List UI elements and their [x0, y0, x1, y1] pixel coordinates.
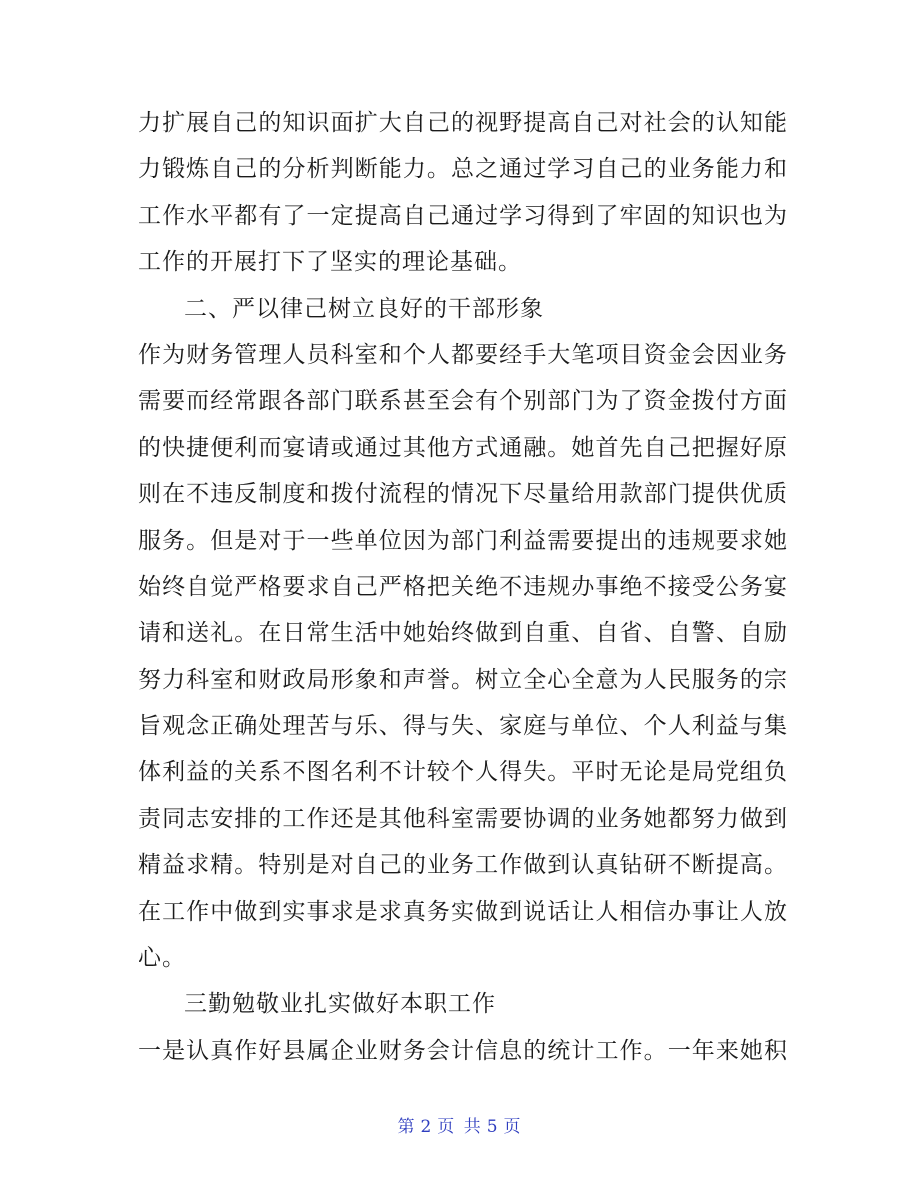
section-heading: 二、严以律己树立良好的干部形象: [184, 295, 544, 322]
text-line: 力锻炼自己的分析判断能力。总之通过学习自己的业务能力和: [138, 156, 788, 183]
text-line: 作为财务管理人员科室和个人都要经手大笔项目资金会因业务: [138, 341, 788, 368]
footer-page-number: 2: [420, 1117, 434, 1137]
text-line: 请和送礼。在日常生活中她始终做到自重、自省、自警、自励: [138, 620, 788, 647]
section-heading: 三勤勉敬业扎实做好本职工作: [184, 991, 496, 1018]
text-line: 力扩展自己的知识面扩大自己的视野提高自己对社会的认知能: [138, 110, 788, 136]
text-line: 体利益的关系不图名利不计较个人得失。平时无论是局党组负: [138, 759, 788, 786]
text-line: 旨观念正确处理苦与乐、得与失、家庭与单位、个人利益与集: [138, 713, 788, 740]
text-line: 则在不违反制度和拨付流程的情况下尽量给用款部门提供优质: [138, 481, 788, 508]
text-line: 始终自觉严格要求自己严格把关绝不违规办事绝不接受公务宴: [138, 573, 788, 600]
text-line: 需要而经常跟各部门联系甚至会有个别部门为了资金拨付方面: [138, 388, 788, 415]
text-line: 责同志安排的工作还是其他科室需要协调的业务她都努力做到: [138, 805, 788, 832]
footer-total-pages: 5: [486, 1117, 500, 1137]
footer-prefix: 第: [397, 1117, 417, 1137]
text-line: 精益求精。特别是对自己的业务工作做到认真钻研不断提高。: [138, 852, 788, 879]
text-line: 一是认真作好县属企业财务会计信息的统计工作。一年来她积: [138, 1037, 788, 1064]
page-footer: [0, 1112, 920, 1137]
text-line: 服务。但是对于一些单位因为部门利益需要提出的违规要求她: [138, 527, 788, 554]
footer-suffix: 页: [503, 1117, 523, 1137]
text-line: 心。: [138, 945, 186, 972]
text-line: 的快捷便利而宴请或通过其他方式通融。她首先自己把握好原: [138, 434, 788, 461]
text-line: 在工作中做到实事求是求真务实做到说话让人相信办事让人放: [138, 898, 788, 925]
text-line: 努力科室和财政局形象和声誉。树立全心全意为人民服务的宗: [138, 666, 788, 693]
document-body: [138, 100, 788, 1074]
text-line: 工作水平都有了一定提高自己通过学习得到了牢固的知识也为: [138, 202, 788, 229]
text-line: 工作的开展打下了坚实的理论基础。: [138, 249, 522, 276]
footer-middle: 页 共: [437, 1117, 483, 1137]
